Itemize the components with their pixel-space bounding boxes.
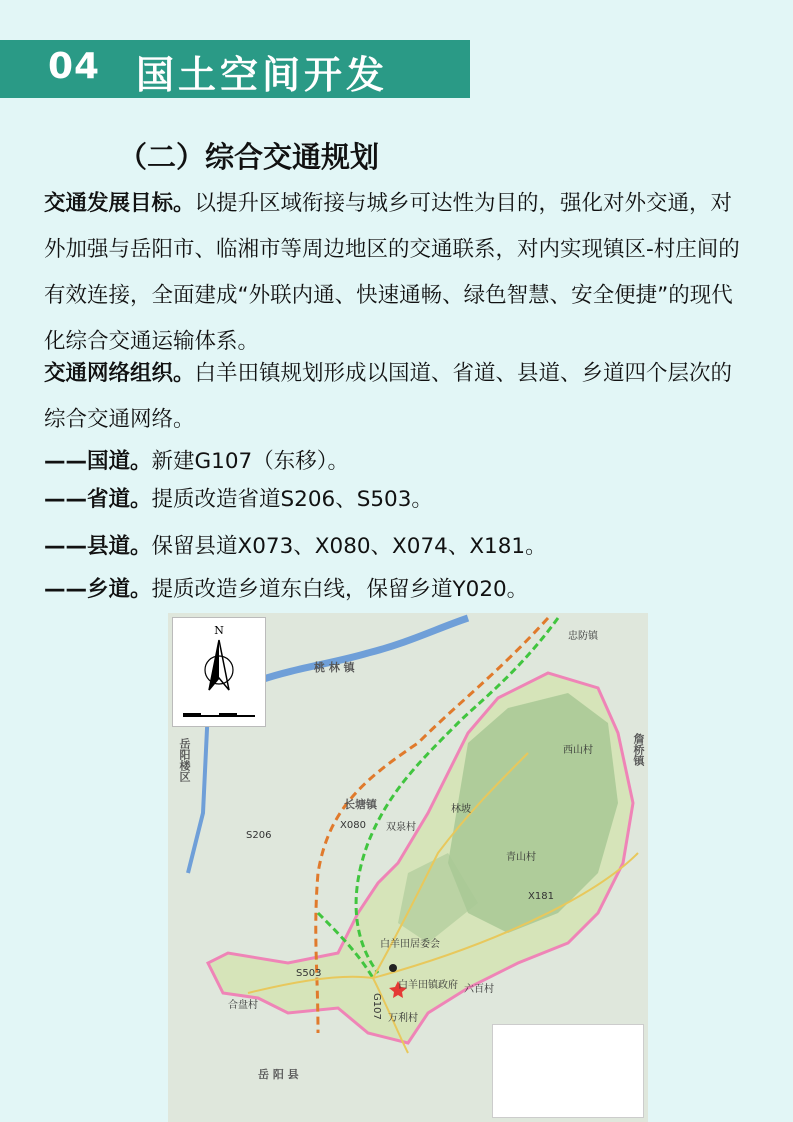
item-body: 提质改造乡道东白线，保留乡道Y020。 (151, 577, 529, 602)
item-lead: ——县道。 (44, 534, 152, 559)
section-number: 04 (48, 46, 101, 87)
item-body: 新建G107（东移）。 (151, 449, 349, 474)
paragraph-lead: 交通网络组织。 (44, 361, 195, 386)
place-label: 岳 阳 县 (258, 1068, 299, 1081)
river-branch (188, 708, 208, 873)
list-item-provincial-road (44, 483, 433, 517)
section-title: 国土空间开发 (136, 53, 389, 97)
place-label: 双泉村 (386, 822, 416, 833)
place-label: 万利村 (388, 1013, 418, 1024)
paragraph-transport-goal (44, 181, 750, 365)
place-label: 詹桥镇 (632, 733, 645, 766)
item-lead: ——国道。 (44, 449, 152, 474)
item-lead: ——省道。 (44, 487, 152, 512)
road-label: S206 (246, 830, 272, 841)
map-legend (492, 1024, 644, 1118)
item-body: 提质改造省道S206、S503。 (151, 487, 433, 512)
svg-text:N: N (214, 624, 224, 637)
road-label: S503 (296, 968, 322, 979)
paragraph-body: 以提升区域衔接与城乡可达性为目的，强化对外交通，对外加强与岳阳市、临湘市等周边地区的交通联系，对内实现镇区-村庄间的有效连接，全面建成“外联内通、快速通畅、绿色智慧、安全便捷”的现代化综合交通运输体系。 (44, 191, 740, 354)
place-label: 西山村 (563, 745, 593, 756)
paragraph-lead: 交通发展目标。 (44, 191, 195, 216)
subsection-heading: （二）综合交通规划 (118, 140, 380, 174)
place-label: 林坡 (451, 804, 471, 815)
place-label: 桃 林 镇 (314, 661, 355, 674)
north-arrow-icon (173, 618, 265, 726)
town-center-marker (389, 964, 397, 972)
list-item-township-road (44, 573, 528, 607)
list-item-national-road (44, 445, 349, 479)
place-label: 长塘镇 (344, 798, 377, 811)
paragraph-body: 白羊田镇规划形成以国道、省道、县道、乡道四个层次的综合交通网络。 (44, 361, 733, 432)
section-banner (0, 40, 470, 98)
place-label: 白羊田镇政府 (398, 980, 458, 991)
place-label: 合盘村 (228, 1000, 258, 1011)
place-label: 白羊田居委会 (380, 939, 440, 950)
item-body: 保留县道X073、X080、X074、X181。 (151, 534, 547, 559)
place-label: 六百村 (464, 984, 494, 995)
compass-panel (172, 617, 266, 727)
paragraph-network (44, 351, 750, 443)
road-label: X181 (528, 891, 554, 902)
place-label: 青山村 (506, 852, 536, 863)
transport-plan-map (168, 613, 648, 1122)
road-label: X080 (340, 820, 366, 831)
place-label: 岳阳楼区 (178, 738, 191, 782)
list-item-county-road (44, 530, 547, 564)
road-label: G107 (371, 993, 382, 1020)
item-lead: ——乡道。 (44, 577, 152, 602)
place-label: 忠防镇 (568, 631, 598, 642)
